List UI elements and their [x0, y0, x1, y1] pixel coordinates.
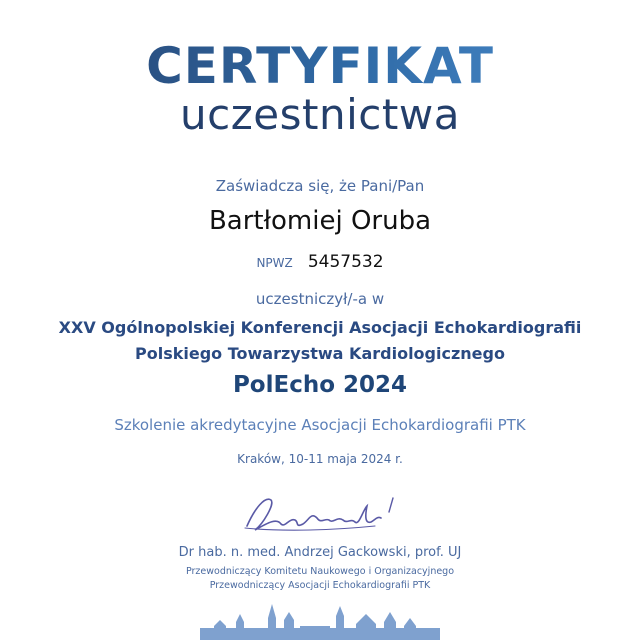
certificate-title: CERTYFIKAT — [0, 36, 640, 96]
event-name: PolEcho 2024 — [232, 372, 408, 398]
npwz-value: 5457532 — [307, 252, 384, 272]
conference-title-line1: XXV Ogólnopolskiej Konferencji Asocjacji Echokardiografii — [58, 318, 582, 337]
signer-role-1: Przewodniczący Komitetu Naukowego i Organizacyjnego — [185, 566, 455, 577]
signer-role-2: Przewodniczący Asocjacji Echokardiografii PTK — [209, 580, 431, 591]
npwz-row — [0, 252, 640, 272]
participant-name: Bartłomiej Oruba — [208, 206, 432, 236]
signer-name: Dr hab. n. med. Andrzej Gackowski, prof. UJ — [178, 545, 462, 560]
conference-title-line2: Polskiego Towarzystwa Kardiologicznego — [135, 344, 505, 363]
certificate-subtitle: uczestnictwa — [180, 90, 460, 139]
npwz-label: NPWZ — [256, 256, 293, 270]
attestation-text: Zaświadcza się, że Pani/Pan — [215, 177, 425, 195]
city-skyline-image — [0, 600, 640, 640]
training-text: Szkolenie akredytacyjne Asocjacji Echokardiografii PTK — [114, 416, 526, 434]
place-date: Kraków, 10-11 maja 2024 r. — [237, 452, 403, 466]
participated-text: uczestniczył/-a w — [255, 290, 385, 308]
signature-image — [225, 488, 415, 544]
